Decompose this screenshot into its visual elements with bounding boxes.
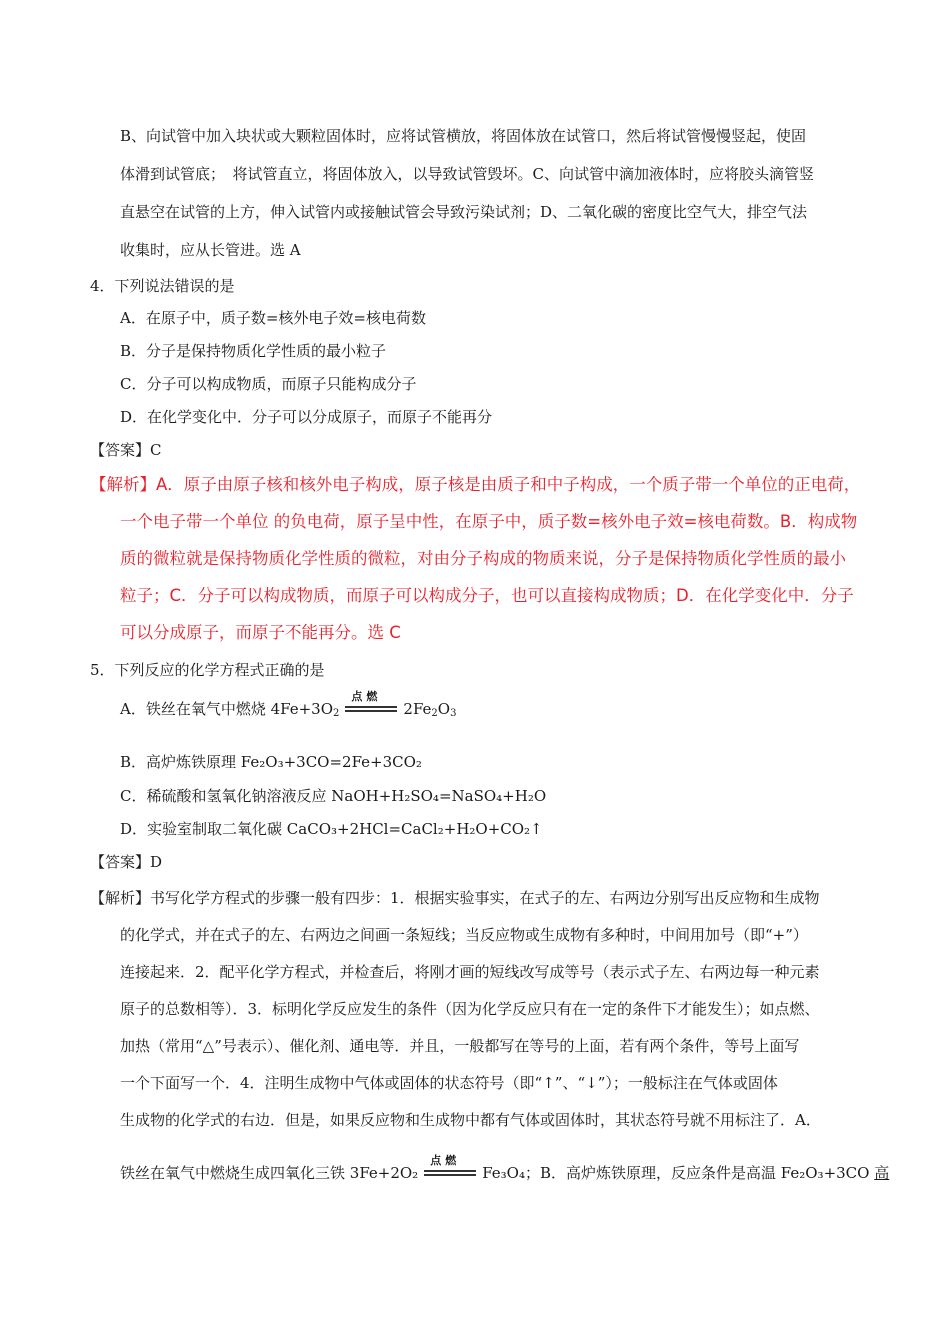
q5-explain-line-2: 的化学式，并在式子的左、右两边之间画一条短线；当反应物或生成物有多种时，中间用加号（即“+”） bbox=[120, 926, 808, 944]
q5-option-c: C．稀硫酸和氢氧化钠溶液反应 NaOH+H₂SO₄=NaSO₄+H₂O bbox=[120, 787, 547, 805]
q4-stem: 4．下列说法错误的是 bbox=[90, 277, 235, 295]
q4-answer: 【答案】C bbox=[90, 441, 162, 459]
equation-left: 铁丝在氧气中燃烧生成四氧化三铁 3Fe+2O₂ bbox=[120, 1164, 419, 1182]
q4-option-b: B．分子是保持物质化学性质的最小粒子 bbox=[120, 342, 387, 360]
q5-option-a-right: 2Fe bbox=[403, 700, 432, 718]
q4-explain-line-5: 可以分成原子，而原子不能再分。选 C bbox=[120, 623, 401, 642]
q5-stem: 5．下列反应的化学方程式正确的是 bbox=[90, 661, 325, 679]
q5-explain-line-6: 一个下面写一个．4．注明生成物中气体或固体的状态符号（即“↑”、“↓”）；一般标注在气体或固体 bbox=[120, 1074, 778, 1092]
q4-option-c: C．分子可以构成物质，而原子只能构成分子 bbox=[120, 375, 417, 393]
q5-explain-line-4: 原子的总数相等）．3．标明化学反应发生的条件（因为化学反应只有在一定的条件下才能发生）；如点燃、 bbox=[120, 1000, 820, 1018]
q3-explain-line-2: 体滑到试管底； 将试管直立，将固体放入，以导致试管毁坏。C、向试管中滴加液体时，应将胶头滴管竖 bbox=[120, 165, 814, 183]
q4-explain-line-2: 一个电子带一个单位 的负电荷，原子呈中性，在原子中，质子数=核外电子效=核电荷数。B．构成物 bbox=[120, 512, 858, 531]
q4-option-d: D．在化学变化中．分子可以分成原子，而原子不能再分 bbox=[120, 408, 493, 426]
q5-explain-line-1: 【解析】书写化学方程式的步骤一般有四步：1．根据实验事实，在式子的左、右两边分别写出反应物和生成物 bbox=[90, 889, 820, 907]
reaction-condition-sign bbox=[420, 1154, 480, 1183]
q5-answer: 【答案】D bbox=[90, 853, 163, 871]
q5-option-a-left: A．铁丝在氧气中燃烧 4Fe+3O bbox=[120, 700, 334, 718]
q3-explain-line-3: 直悬空在试管的上方，伸入试管内或接触试管会导致污染试剂；D、二氧化碳的密度比空气大，排空气法 bbox=[120, 203, 808, 221]
subscript: 2 bbox=[333, 708, 340, 719]
q5-explain-line-7: 生成物的化学式的右边．但是，如果反应物和生成物中都有气体或固体时，其状态符号就不用标注了．A． bbox=[120, 1111, 821, 1129]
q4-explain-line-3: 质的微粒就是保持物质化学性质的微粒，对由分子构成的物质来说，分子是保持物质化学性质的最小 bbox=[120, 549, 846, 568]
q4-explain-line-4: 粒子；C．分子可以构成物质，而原子可以构成分子，也可以直接构成物质；D．在化学变化中．分子 bbox=[120, 586, 854, 605]
underlined-condition: 高 bbox=[874, 1164, 890, 1182]
q5-option-a-right-2: O bbox=[437, 700, 451, 718]
q3-explain-line-4: 收集时，应从长管进。选 A bbox=[120, 241, 301, 259]
q5-explain-line-3: 连接起来．2．配平化学方程式，并检查后，将刚才画的短线改写成等号（表示式子左、右两边每一种元素 bbox=[120, 963, 820, 981]
q5-option-a bbox=[120, 690, 457, 719]
condition-label: 点燃 bbox=[351, 690, 382, 703]
q3-explain-line-1: B、向试管中加入块状或大颗粒固体时，应将试管横放，将固体放在试管口，然后将试管慢慢竖起，使固 bbox=[120, 127, 807, 145]
subscript: 3 bbox=[450, 708, 457, 719]
condition-label: 点燃 bbox=[430, 1154, 461, 1167]
q5-explain-line-5: 加热（常用“△”号表示）、催化剂、通电等．并且，一般都写在等号的上面，若有两个条件，等号上面写 bbox=[120, 1037, 800, 1055]
equation-right: Fe₃O₄；B．高炉炼铁原理，反应条件是高温 Fe₂O₃+3CO bbox=[482, 1164, 875, 1182]
q4-option-a: A．在原子中，质子数=核外电子效=核电荷数 bbox=[120, 309, 426, 327]
subscript: 2 bbox=[431, 708, 438, 719]
q5-explain-line-8 bbox=[120, 1154, 890, 1183]
reaction-condition-sign bbox=[341, 690, 401, 719]
q5-option-b: B．高炉炼铁原理 Fe₂O₃+3CO=2Fe+3CO₂ bbox=[120, 753, 422, 771]
q5-option-d: D．实验室制取二氧化碳 CaCO₃+2HCl=CaCl₂+H₂O+CO₂↑ bbox=[120, 820, 543, 838]
q4-explain-line-1: 【解析】A．原子由原子核和核外电子构成，原子核是由质子和中子构成，一个质子带一个单位的正电荷， bbox=[90, 475, 861, 494]
